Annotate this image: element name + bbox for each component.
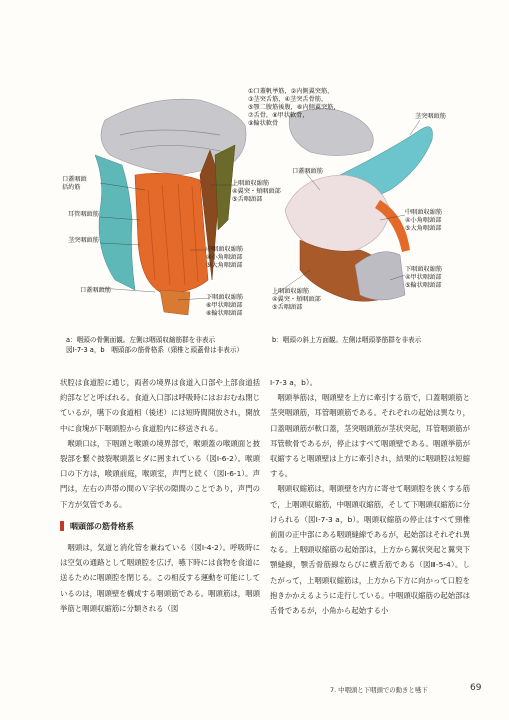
right-para-1: Ⅰ-7-3 a，b）。 <box>270 378 317 387</box>
label-palatopharyngeus-lower: 口蓋咽頭筋 <box>80 287 111 294</box>
anatomy-figure <box>60 80 455 335</box>
label-superior-constrictor-right: 上咽頭収縮筋 ④翼突・頬咽頭部 ⑤舌咽頭部 <box>272 288 321 311</box>
section-heading <box>60 519 260 534</box>
page-number: 69 <box>470 683 482 693</box>
running-footer: 7. 中咽頭と下咽頭での動きと嚥下 <box>330 686 428 694</box>
label-middle-constrictor-right: 中咽頭収縮筋 ④小角咽頭部 ⑤大角咽頭部 <box>405 209 443 232</box>
label-middle-constrictor: 中咽頭収縮筋 ④小角咽頭部 ⑤大角咽頭部 <box>206 246 244 269</box>
figure-legend-numbered: ①口蓋帆挙筋，②内側翼突筋， ③茎突舌筋，④茎突舌骨筋， ⑤顎二腹筋後腹，⑥内側翼突筋， ⑦舌骨，⑧甲状軟骨， ⑨輪状軟骨 <box>248 88 340 127</box>
heading-marker-icon <box>60 521 64 531</box>
label-inferior-constrictor-right: 下咽頭収縮筋 ④甲状咽頭部 ⑤輪状咽頭部 <box>405 266 443 289</box>
left-para-2: 喉頭口は，下咽頭と喉頭の境界部で，喉頭蓋の喉頭面と披裂部を繋ぐ披裂喉頭蓋ヒダに囲まれている（図Ⅰ-6-2）。喉頭口の下方は，喉頭前庭，喉頭室，声門と続く（図Ⅰ-6-1）。声門は，左右の声帯の間のＶ字状の隙間のことであり，声門の下方が気管である。 <box>60 438 260 509</box>
label-stylopharyngeus-left: 茎突咽頭筋 <box>68 237 99 244</box>
figure-caption: 図Ⅰ-7-3 a，b 咽頭部の筋骨格系（頸椎と頭蓋骨は非表示） <box>66 346 244 354</box>
label-superior-constrictor: 上咽頭収縮筋 ④翼突・頬咽頭部 ⑤舌咽頭部 <box>232 180 281 203</box>
label-stylopharyngeus-right: 茎突咽頭筋 <box>415 113 446 120</box>
label-inferior-constrictor: 下咽頭収縮筋 ⑥甲状咽頭部 ⑥輪状咽頭部 <box>206 294 244 317</box>
right-para-2: 咽頭挙筋は，咽頭壁を上方に牽引する筋で，口蓋咽頭筋と茎突咽頭筋，耳管咽頭筋である。それぞれの起始は異なり，口蓋咽頭筋が軟口蓋，茎突咽頭筋が茎状突起，耳管咽頭筋が耳管軟骨であるが，停止はすべて咽頭壁である。咽頭挙筋が収縮すると咽頭壁は上方に牽引され，結果的に咽頭腔は短縮する。 <box>270 393 470 479</box>
caption-a: a：咽頭の骨側面観。左側は咽頭収縮筋群を非表示 <box>66 336 216 344</box>
left-para-3: 咽頭は，気道と消化管を兼ねている（図Ⅰ-4-2）。呼吸時には空気の通路として咽頭腔を広げ，嚥下時には食物を食道に送るために咽頭腔を閉じる。この相反する運動を可能にしているのは，咽頭壁を構成する咽頭筋である。咽頭筋は，咽頭挙筋と咽頭収縮筋に分類される（図 <box>60 543 260 613</box>
left-column <box>60 375 260 616</box>
caption-b: b：咽頭の斜上方面観。左側は咽頭挙筋群を非表示 <box>272 336 422 344</box>
label-salpingopharyngeus: 耳管咽頭筋 <box>68 211 99 218</box>
left-para-1: 状腔は食道腔に通じ，両者の境界は食道入口部や上部食道括約部などと呼ばれる。食道入口部は呼吸時にはおおむね閉じているが，嚥下の食道相（後述）には短時間開放され，開放中に食塊が下咽頭腔から食道腔内に移送される。 <box>60 378 260 433</box>
label-palatopharyngeal-sphincter: 口蓋咽頭 括約筋 <box>62 176 87 191</box>
label-palatopharyngeus-right: 口蓋咽頭筋 <box>292 168 323 175</box>
section-heading-text: 咽頭部の筋骨格系 <box>70 521 134 531</box>
mandible-left <box>95 155 135 290</box>
right-column <box>270 375 470 618</box>
right-para-3: 咽頭収縮筋は，咽頭壁を内方に寄せて咽頭腔を狭くする筋で，上咽頭収縮筋，中咽頭収縮筋，そして下咽頭収縮筋に分けられる（図Ⅰ-7-3 a，b）。咽頭収縮筋の停止はすべて頸椎前面の正中部にある咽頭縫線であるが，起始部はそれぞれ異なる。上咽頭収縮筋の起始部は，上方から翼状突起と翼突下顎縫線，顎舌骨筋線ならびに横舌筋である（図Ⅲ-5-4）。したがって，上咽頭収縮筋は，上方から下方に向かって口腔を抱きかかえるように走行している。中咽頭収縮筋の起始部は舌骨であるが，小角から起始する小 <box>270 484 470 616</box>
